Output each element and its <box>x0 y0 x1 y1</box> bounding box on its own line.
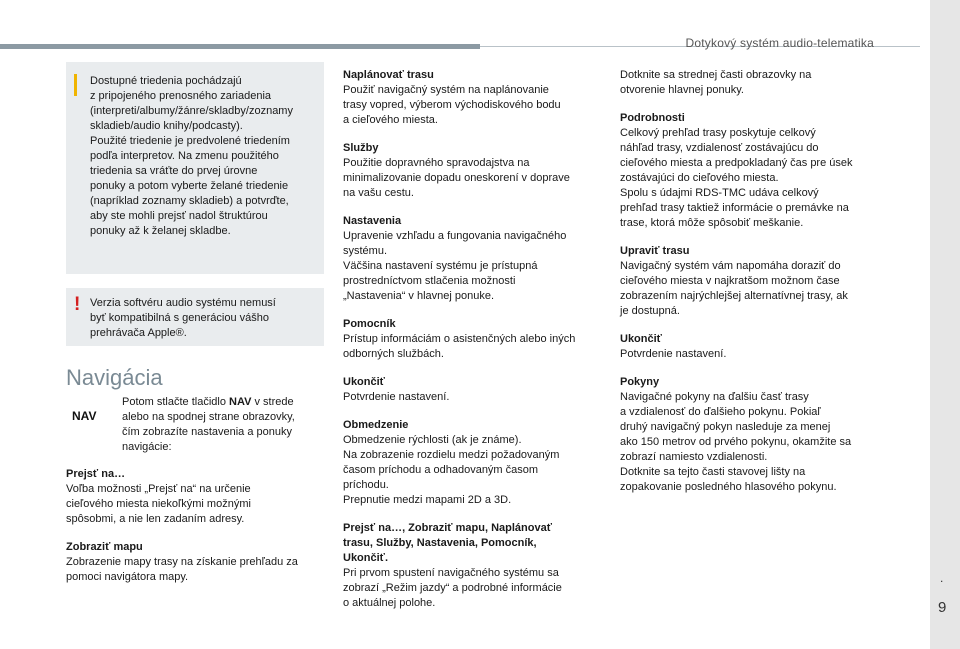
nav-intro <box>66 395 324 455</box>
entry-pokyny: Pokyny Navigačné pokyny na ďalšiu časť trasy a vzdialenosť do ďalšieho pokynu. Pokiaľ druhý navigačný pokyn nasleduje za menej ako 150 metrov od prvého pokynu, okamžite sa zobrazí namiesto vzdialenosti. Dotknite sa tejto časti stavovej lišty na zopakovanie posledného hlasového pokynu. <box>620 376 852 493</box>
entry-pomocnik: Pomocník Prístup informáciám o asistenčných alebo iných odborných službách. <box>343 318 576 360</box>
entry-nastavenia: Nastavenia Upravenie vzhľadu a fungovania navigačného systému. Väčšina nastavení systému je prístupná prostredníctvom stlačenia možnosti „Nastavenia“ v hlavnej ponuke. <box>343 215 567 302</box>
warning-box <box>66 288 324 346</box>
running-header-title: Dotykový systém audio-telematika <box>685 36 874 50</box>
nav-intro-text: Potom stlačte tlačidlo NAV v strede alebo na spodnej strane obrazovky, čím zobrazíte nastavenia a ponuky navigácie: <box>122 396 295 453</box>
page-side-band <box>930 0 960 649</box>
warning-icon: ! <box>74 294 81 315</box>
warning-box-text: Verzia softvéru audio systému nemusí byť kompatibilná s generáciou vášho prehrávača Apple®. <box>90 297 276 339</box>
nav-button-label: NAV <box>72 409 97 423</box>
column-left <box>66 62 324 598</box>
section-title-navigation: Navigácia <box>66 365 163 390</box>
entry-upravit-trasu: Upraviť trasu Navigačný systém vám napomáha doraziť do cieľového miesta v najkratšom možnom čase zobrazením najrýchlejšej alternatívnej trasy, ak je dostupná. <box>620 245 848 317</box>
entry-sluzby: Služby Použitie dopravného spravodajstva na minimalizovanie dopadu oneskorení v doprave na vašu cestu. <box>343 142 570 199</box>
page-number: 9 <box>938 599 947 616</box>
entry-podrobnosti: Podrobnosti Celkový prehľad trasy poskytuje celkový náhľad trasy, vzdialenosť zostávajúcu do cieľového miesta a predpokladaný čas pre úsek zostávajúci do cieľového miesta. Spolu s údajmi RDS-TMC udáva celkový prehľad trasy taktiež informácie o premávke na trase, ktorá môže spôsobiť meškanie. <box>620 112 853 229</box>
column-middle <box>343 68 593 624</box>
entry-obmedzenie: Obmedzenie Obmedzenie rýchlosti (ak je známe). Na zobrazenie rozdielu medzi požadovaným časom príchodu a odhadovaným časom príchodu. Prepnutie medzi mapami 2D a 3D. <box>343 419 560 506</box>
entry-zobrazit-mapu: Zobraziť mapu Zobrazenie mapy trasy na získanie prehľadu za pomoci navigátora mapy. <box>66 541 298 583</box>
col3-intro: Dotknite sa strednej časti obrazovky na otvorenie hlavnej ponuky. <box>620 69 812 96</box>
entry-prejst-na: Prejsť na… Voľba možnosti „Prejsť na“ na určenie cieľového miesta niekoľkými možnými spôsobmi, a nie len zadaním adresy. <box>66 468 251 525</box>
entry-rezim-jazdy: Prejsť na…, Zobraziť mapu, Naplánovať trasu, Služby, Nastavenia, Pomocník, Ukončiť. Pri prvom spustení navigačného systému sa zobrazí „Režim jazdy“ a podrobné informácie o aktuálnej polohe. <box>343 522 562 609</box>
info-box <box>66 62 324 274</box>
entry-ukoncit-2: Ukončiť Potvrdenie nastavení. <box>620 333 727 360</box>
page-dot: . <box>940 571 944 585</box>
entry-naplanovat-trasu: Naplánovať trasu Použiť navigačný systém na naplánovanie trasy vopred, výberom východiskového bodu a cieľového miesta. <box>343 69 561 126</box>
info-box-text: Dostupné triedenia pochádzajú z pripojeného prenosného zariadenia (interpreti/albumy/žánre/skladby/zoznamy skladieb/audio knihy/podcasty). Použité triedenie je predvolené triedením podľa interpretov. Na zmenu použitého triedenia sa vráťte do prvej úrovne ponuky a potom vyberte želané triedenie (napríklad zoznamy skladieb) a potvrďte, aby ste mohli prejsť nadol štruktúrou ponuky až k želanej skladbe. <box>90 75 293 237</box>
entry-ukoncit: Ukončiť Potvrdenie nastavení. <box>343 376 450 403</box>
column-right <box>620 68 880 508</box>
header-rule <box>0 44 480 49</box>
info-marker-icon <box>74 74 77 96</box>
